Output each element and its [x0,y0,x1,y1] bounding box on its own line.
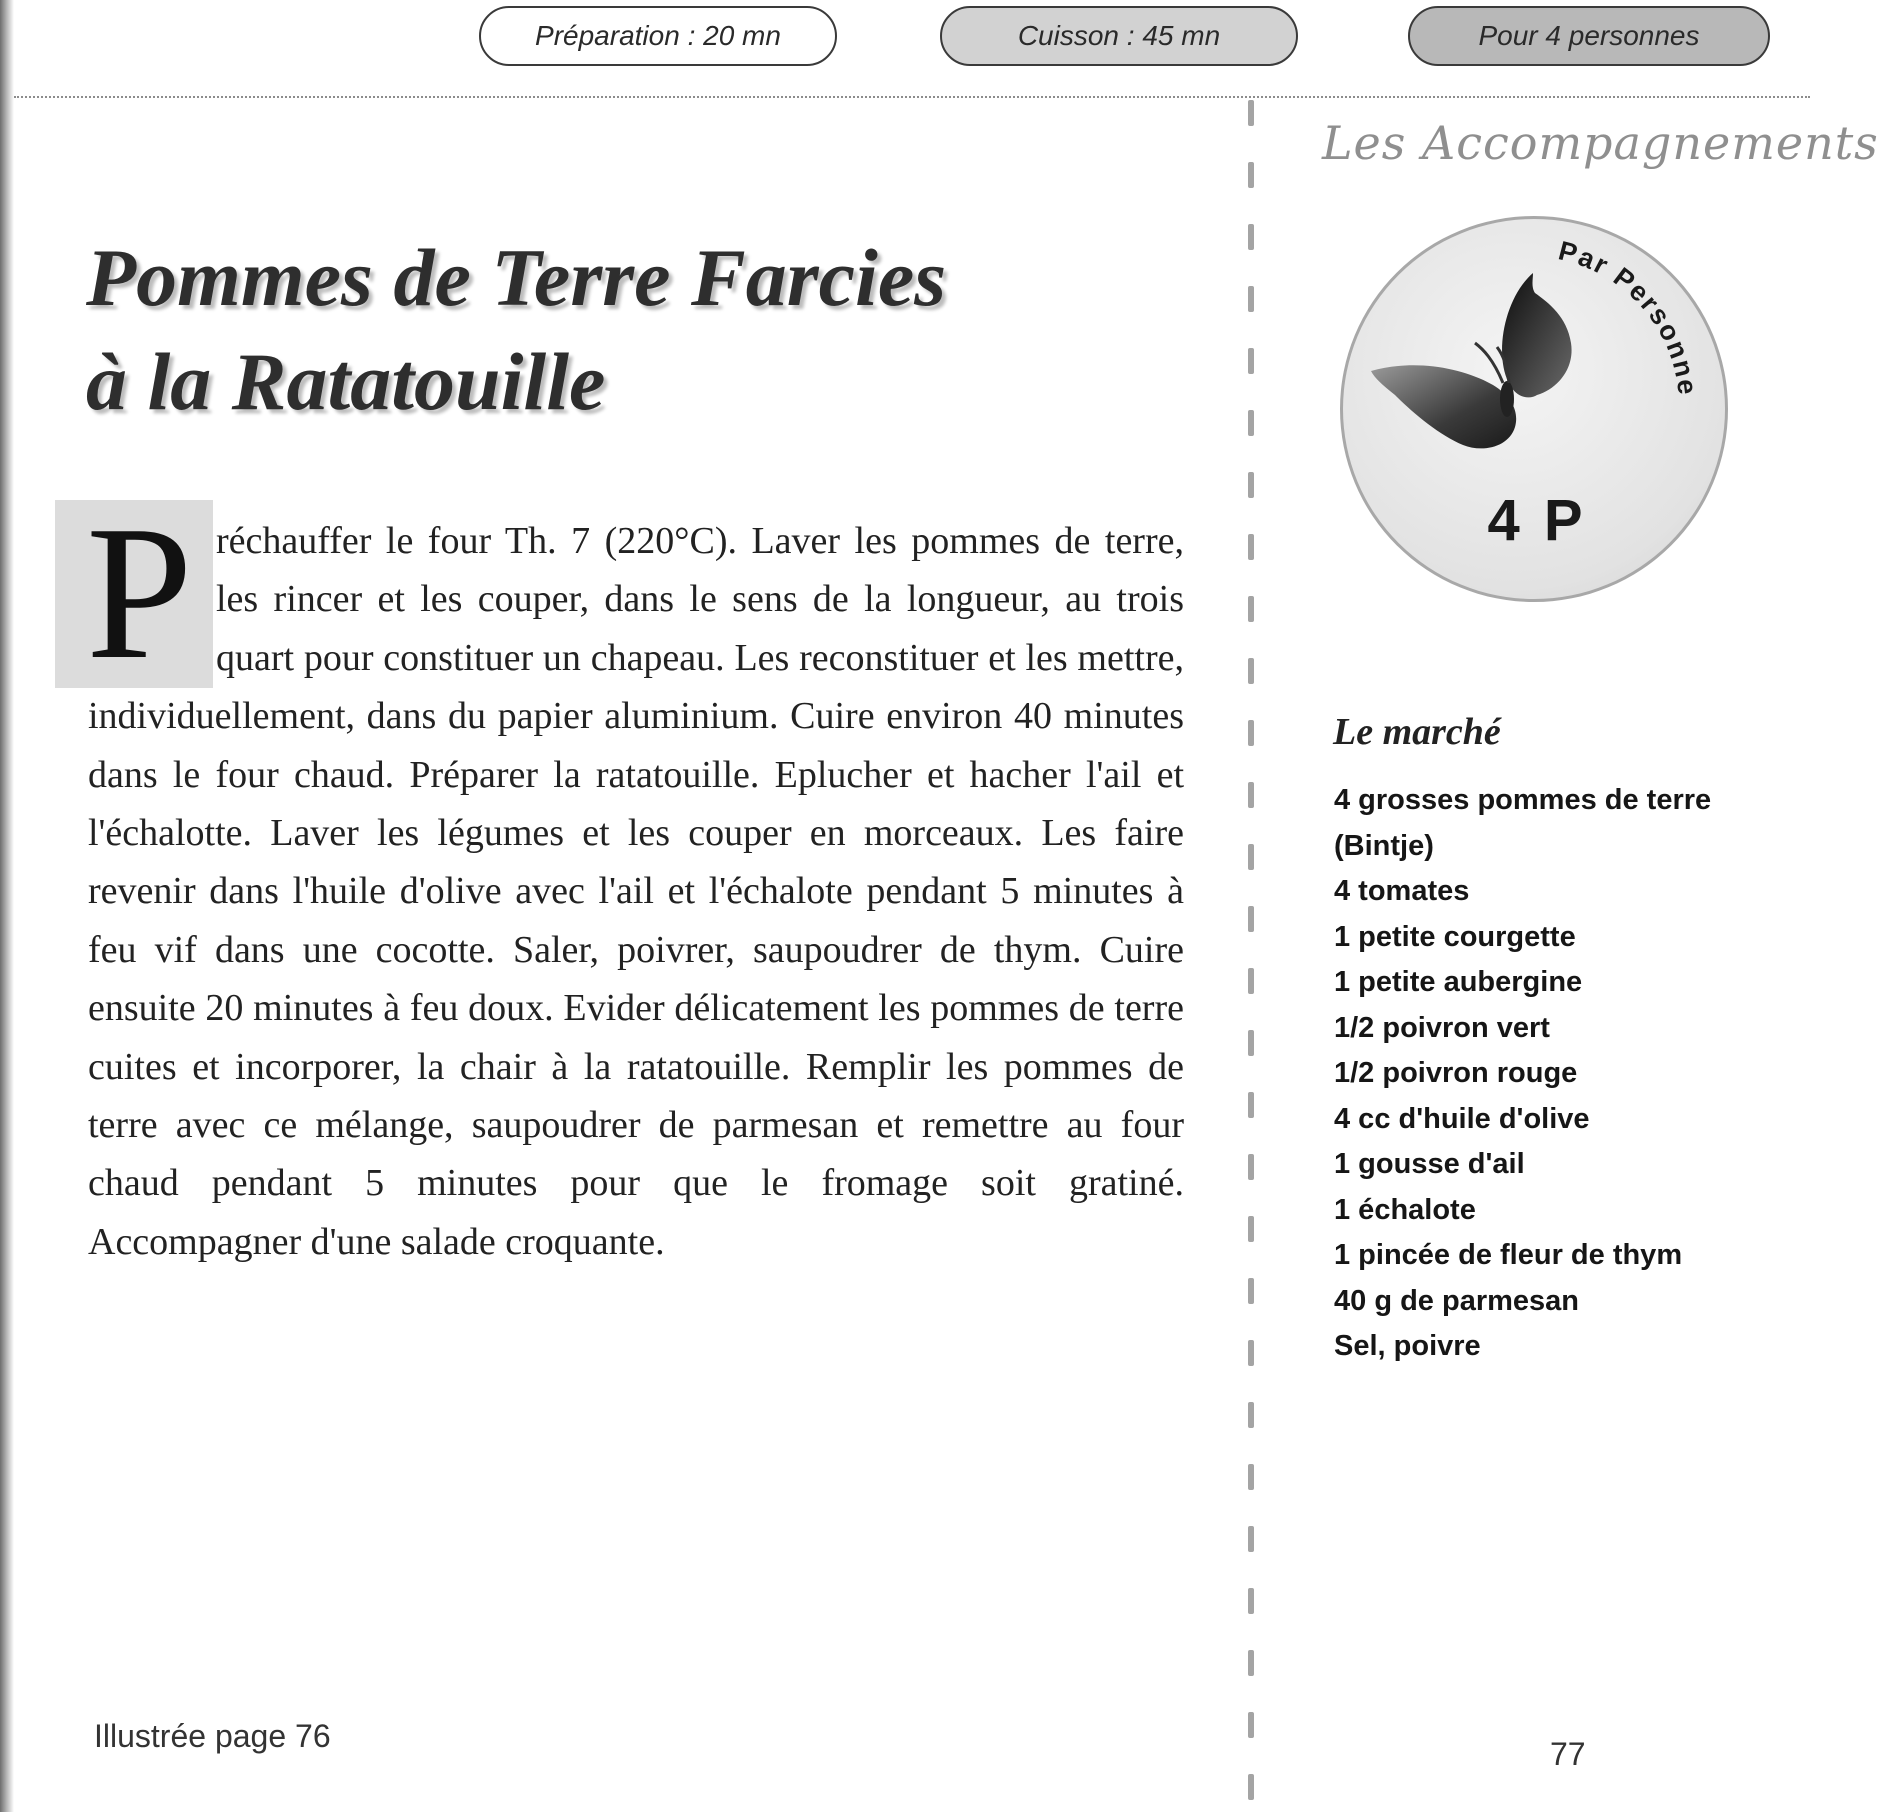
cooking-time-badge: Cuisson : 45 mn [940,6,1298,66]
preparation-time-badge: Préparation : 20 mn [479,6,837,66]
ingredient-item: 40 g de parmesan [1334,1284,1579,1317]
section-title: Les Accompagnements [1322,116,1879,170]
ingredient-item: 1 pincée de fleur de thym [1334,1239,1683,1271]
illustration-reference: Illustrée page 76 [94,1718,331,1754]
ingredient-item: 1/2 poivron vert [1334,1011,1550,1044]
ingredient-list [1334,778,1774,1370]
per-person-badge [1340,216,1728,602]
recipe-instructions [88,512,1184,1271]
ingredient-item: 1 gousse d'ail [1334,1148,1525,1180]
spiral-binding [1248,100,1260,1800]
servings-badge: Pour 4 personnes [1408,6,1770,66]
badge-value: 4 P [1487,488,1587,553]
page-edge-shadow [0,0,14,1812]
ingredient-item: Sel, poivre [1334,1330,1481,1362]
recipe-title-line-1: Pommes de Terre Farcies [86,232,947,323]
ingredient-item: 1 échalote [1334,1193,1476,1226]
recipe-title [86,226,1196,434]
badge-label: Par Personne [1555,235,1703,398]
svg-text:Par Personne [1556,235,1703,397]
ingredient-item: 1 petite aubergine [1334,966,1583,998]
ingredient-item: 4 cc d'huile d'olive [1334,1102,1590,1135]
dropcap-letter: P [86,486,193,699]
page-number: 77 [1550,1736,1586,1772]
ingredient-item: 4 tomates [1334,875,1470,907]
recipe-instructions-text: réchauffer le four Th. 7 (220°C). Laver les pommes de terre, les rincer et les couper, dans le sens de la longueur, au trois quart pour constituer un chapeau. Les reconstituer et les mettre, individuellement, dans du papier aluminium. Cuire environ 40 minutes dans le four chaud. Préparer la ratatouille. Eplucher et hacher l'ail et l'échalotte. Laver les légumes et les couper en morceaux. Les faire revenir dans l'huile d'olive avec l'ail et l'échalote pendant 5 minutes à feu vif dans une cocotte. Saler, poivrer, saupoudrer de thym. Cuire ensuite 20 minutes à feu doux. Evider délicatement les pommes de terre cuites et incorporer, la chair à la ratatouille. Remplir les pommes de terre avec ce mélange, saupoudrer de parmesan et remettre au four chaud pendant 5 minutes pour que le fromage soit gratiné. Accompagner d'une salade croquante. [88,520,1184,1263]
ingredient-item: 4 grosses pommes de terre (Bintje) [1334,784,1712,862]
ingredient-item: 1 petite courgette [1334,920,1576,953]
header-divider [14,96,1810,98]
market-title: Le marché [1333,711,1501,753]
recipe-title-line-2: à la Ratatouille [86,336,606,427]
ingredient-item: 1/2 poivron rouge [1334,1057,1578,1089]
